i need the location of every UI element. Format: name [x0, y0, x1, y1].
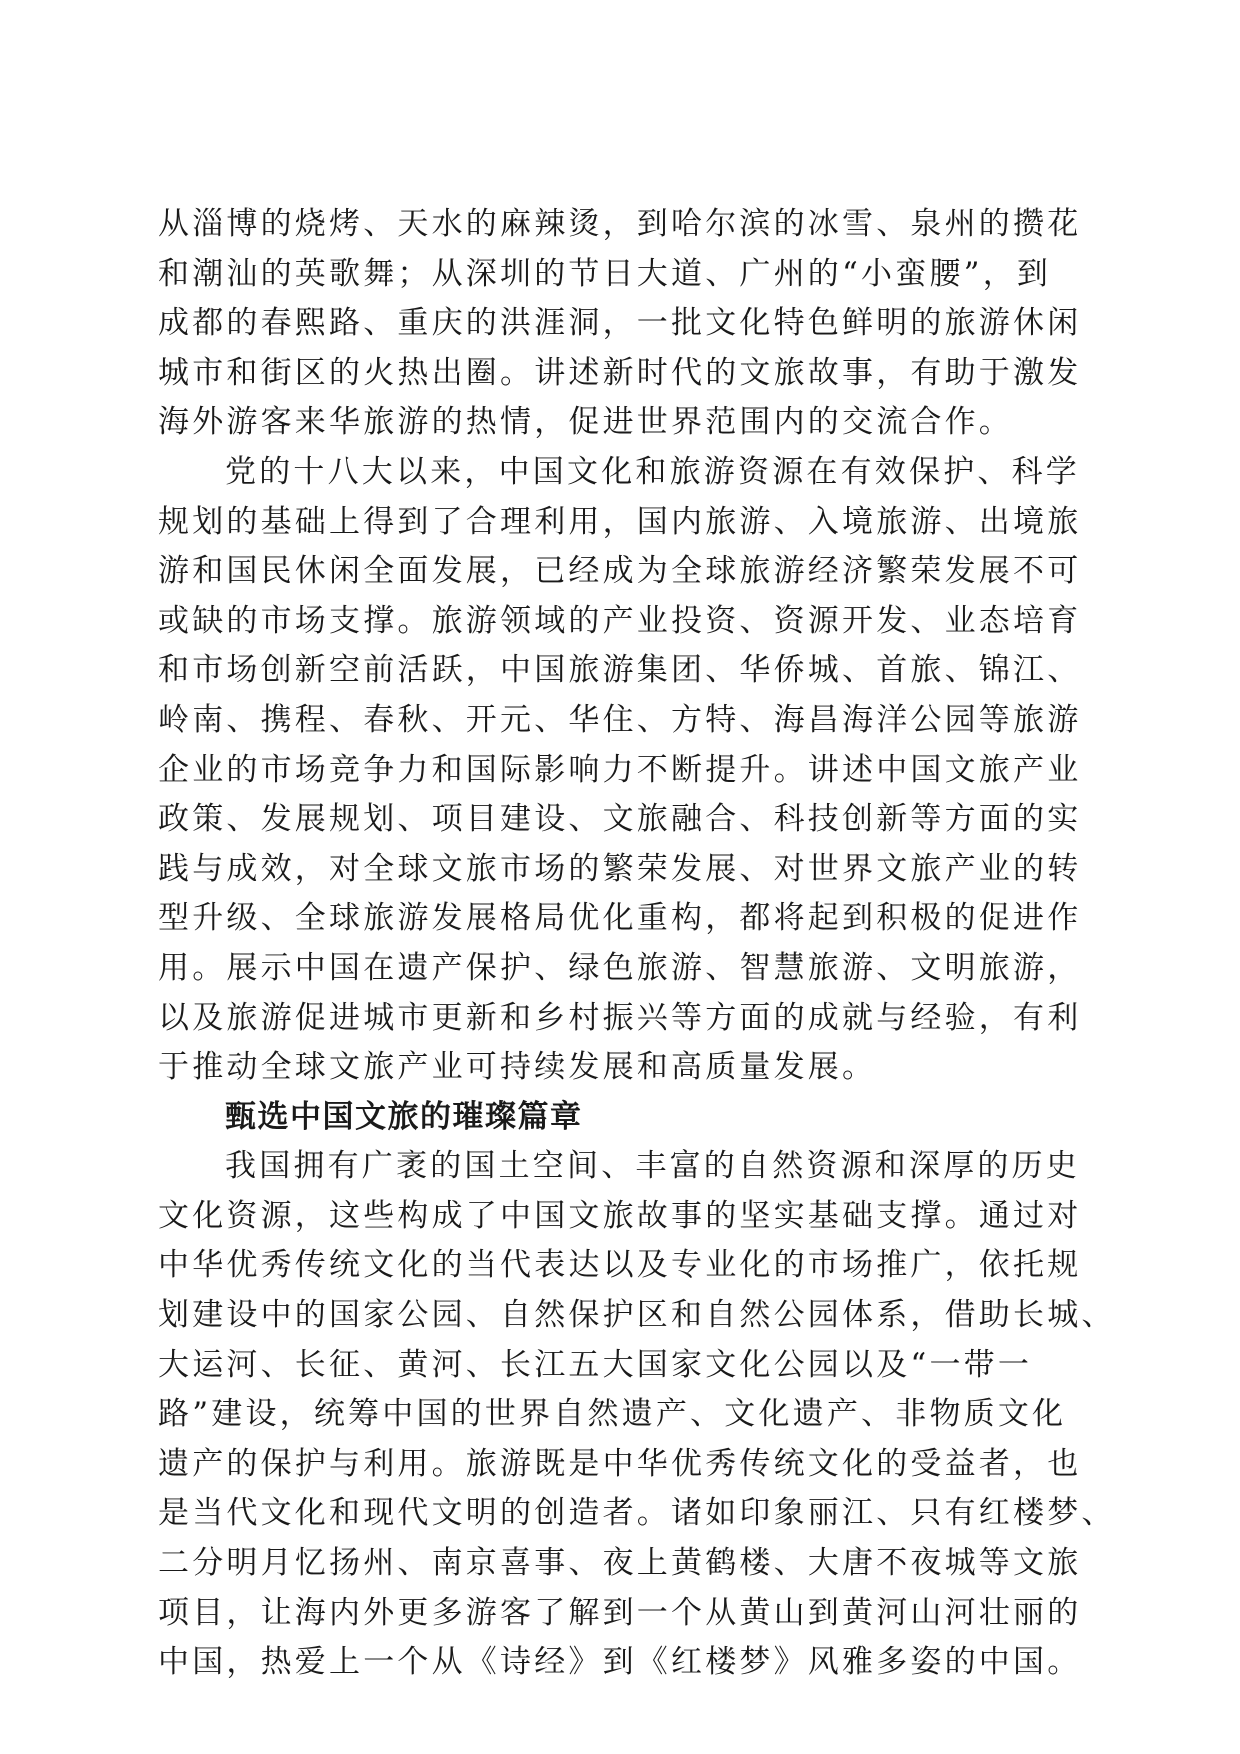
text-line: 企业的市场竞争力和国际影响力不断提升。讲述中国文旅产业: [158, 751, 1082, 788]
text-line: 党的十八大以来，中国文化和旅游资源在有效保护、科学: [225, 453, 1080, 490]
text-line: 规划的基础上得到了合理利用，国内旅游、入境旅游、出境旅: [158, 503, 1082, 540]
text-line: 遗产的保护与利用。旅游既是中华优秀传统文化的受益者，也: [158, 1445, 1082, 1482]
text-line: 成都的春熙路、重庆的洪涯洞，一批文化特色鲜明的旅游休闲: [158, 305, 1082, 342]
text-line: 路”建设，统筹中国的世界自然遗产、文化遗产、非物质文化: [158, 1396, 1067, 1433]
text-line: 用。展示中国在遗产保护、绿色旅游、智慧旅游、文明旅游，: [158, 949, 1082, 986]
text-line: 游和国民休闲全面发展，已经成为全球旅游经济繁荣发展不可: [158, 553, 1082, 590]
text-line: 城市和街区的火热出圈。讲述新时代的文旅故事，有助于激发: [158, 354, 1082, 391]
text-line: 中华优秀传统文化的当代表达以及专业化的市场推广，依托规: [158, 1247, 1082, 1284]
text-line: 海外游客来华旅游的热情，促进世界范围内的交流合作。: [158, 404, 1013, 441]
text-line: 践与成效，对全球文旅市场的繁荣发展、对世界文旅产业的转: [158, 850, 1082, 887]
text-line: 政策、发展规划、项目建设、文旅融合、科技创新等方面的实: [158, 801, 1082, 838]
section-heading: 甄选中国文旅的璀璨篇章: [225, 1098, 583, 1135]
text-line: 文化资源，这些构成了中国文旅故事的坚实基础支撑。通过对: [158, 1197, 1082, 1234]
text-line: 我国拥有广袤的国土空间、丰富的自然资源和深厚的历史: [225, 1148, 1080, 1185]
paragraph-2: [158, 448, 1088, 1093]
text-line: 于推动全球文旅产业可持续发展和高质量发展。: [158, 1049, 877, 1086]
text-line: 二分明月忆扬州、南京喜事、夜上黄鹤楼、大唐不夜城等文旅: [158, 1545, 1082, 1582]
paragraph-3: [158, 1142, 1116, 1688]
text-line: 岭南、携程、春秋、开元、华住、方特、海昌海洋公园等旅游: [158, 701, 1082, 738]
text-line: 和潮汕的英歌舞；从深圳的节日大道、广州的“小蛮腰”，到: [158, 255, 1052, 292]
text-line: 中国，热爱上一个从《诗经》到《红楼梦》风雅多姿的中国。: [158, 1644, 1082, 1681]
text-line: 或缺的市场支撑。旅游领域的产业投资、资源开发、业态培育: [158, 602, 1082, 639]
text-line: 从淄博的烧烤、天水的麻辣烫，到哈尔滨的冰雪、泉州的攒花: [158, 206, 1082, 242]
article-body: [158, 200, 1116, 1688]
text-line: 是当代文化和现代文明的创造者。诸如印象丽江、只有红楼梦、: [158, 1495, 1116, 1532]
text-line: 以及旅游促进城市更新和乡村振兴等方面的成就与经验，有利: [158, 999, 1082, 1036]
text-line: 和市场创新空前活跃，中国旅游集团、华侨城、首旅、锦江、: [158, 652, 1082, 689]
text-line: 型升级、全球旅游发展格局优化重构，都将起到积极的促进作: [158, 900, 1082, 937]
text-line: 划建设中的国家公园、自然保护区和自然公园体系，借助长城、: [158, 1297, 1116, 1334]
paragraph-1: [158, 200, 1088, 448]
text-line: 大运河、长征、黄河、长江五大国家文化公园以及“一带一: [158, 1346, 1033, 1383]
text-line: 项目，让海内外更多游客了解到一个从黄山到黄河山河壮丽的: [158, 1594, 1082, 1631]
